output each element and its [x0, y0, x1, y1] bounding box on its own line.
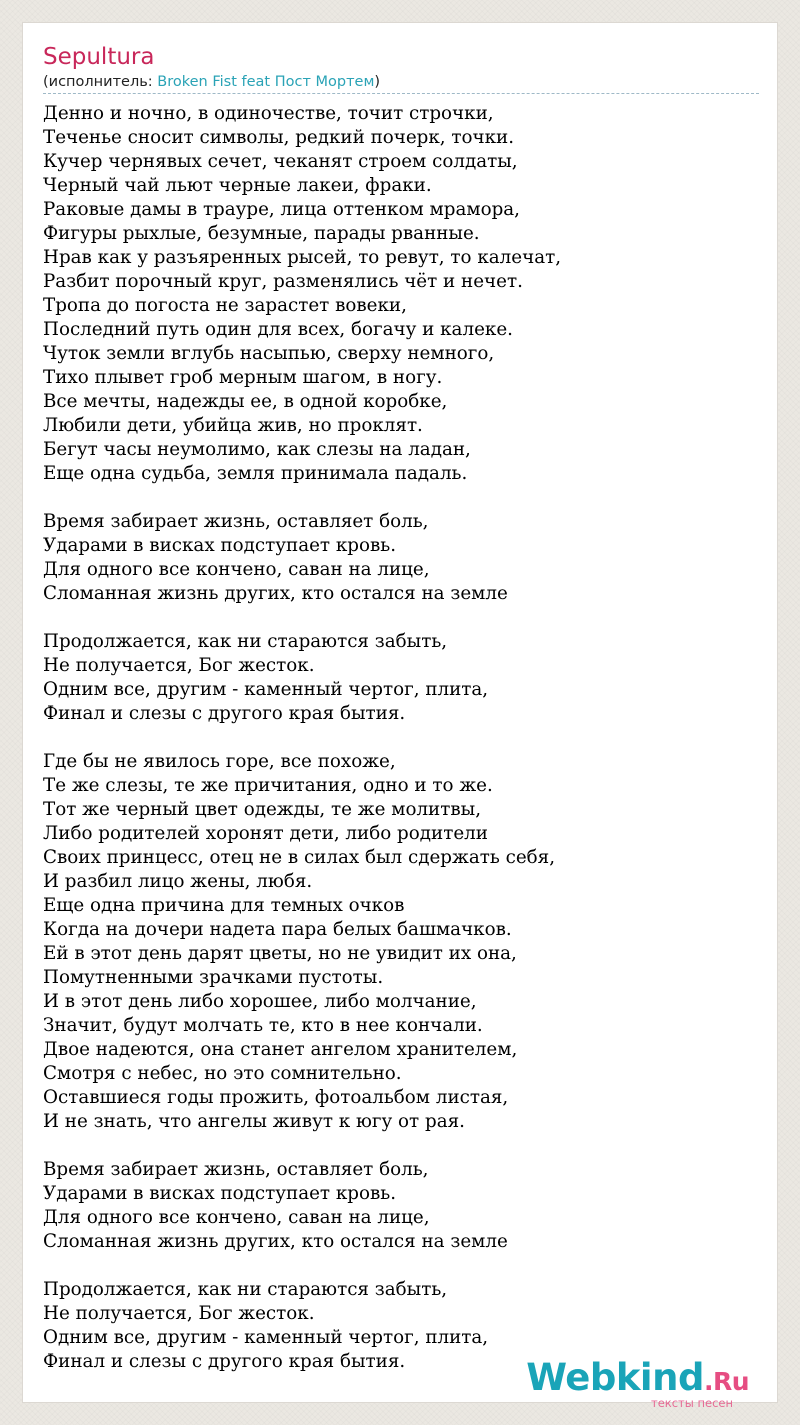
- lyric-line: Время забирает жизнь, оставляет боль,: [43, 1159, 429, 1180]
- lyric-line: Либо родителей хоронят дети, либо родители: [43, 823, 488, 844]
- logo-tagline: тексты песен: [651, 1396, 733, 1410]
- artist-link[interactable]: Broken Fist feat Пост Мортем: [157, 74, 375, 90]
- artist-prefix: (исполнитель:: [43, 74, 158, 90]
- lyric-line: Не получается, Бог жесток.: [43, 1303, 315, 1324]
- song-title: Sepultura: [43, 44, 155, 70]
- lyric-line: Продолжается, как ни стараются забыть,: [43, 631, 448, 652]
- lyric-line: И в этот день либо хорошее, либо молчание,: [43, 991, 477, 1012]
- lyric-line: Сломанная жизнь других, кто остался на земле: [43, 1231, 508, 1252]
- lyric-line: Для одного все кончено, саван на лице,: [43, 559, 430, 580]
- logo-brand: Webkind: [526, 1356, 704, 1399]
- lyric-line: Одним все, другим - каменный чертог, плита,: [43, 1327, 489, 1348]
- lyric-line: Финал и слезы с другого края бытия.: [43, 1351, 406, 1372]
- lyric-line: Последний путь один для всех, богачу и калеке.: [43, 319, 513, 340]
- lyric-line: Для одного все кончено, саван на лице,: [43, 1207, 430, 1228]
- lyrics-stanza: [43, 750, 759, 1134]
- lyric-line: Бегут часы неумолимо, как слезы на ладан,: [43, 439, 471, 460]
- lyrics-card: [22, 22, 778, 1410]
- lyrics-stanza: [43, 510, 759, 606]
- lyric-line: Когда на дочери надета пара белых башмачков.: [43, 919, 512, 940]
- artist-suffix: ): [374, 74, 381, 90]
- lyric-line: Кучер чернявых сечет, чеканят строем солдаты,: [43, 151, 518, 172]
- lyric-line: Одним все, другим - каменный чертог, плита,: [43, 679, 489, 700]
- lyric-line: Продолжается, как ни стараются забыть,: [43, 1279, 448, 1300]
- artist-line: [43, 73, 759, 91]
- lyric-line: Где бы не явилось горе, все похоже,: [43, 751, 396, 772]
- lyric-line: Ударами в висках подступает кровь.: [43, 535, 397, 556]
- lyric-line: Еще одна причина для темных очков: [43, 895, 405, 916]
- lyric-line: Время забирает жизнь, оставляет боль,: [43, 511, 429, 532]
- lyric-line: Теченье сносит символы, редкий почерк, точки.: [43, 127, 515, 148]
- lyric-line: Те же слезы, те же причитания, одно и то же.: [43, 775, 493, 796]
- lyric-line: Финал и слезы с другого края бытия.: [43, 703, 406, 724]
- lyrics-stanza: [43, 630, 759, 726]
- lyric-line: Денно и ночно, в одиночестве, точит строчки,: [43, 103, 494, 124]
- lyric-line: Чуток земли вглубь насыпью, сверху немного,: [43, 343, 495, 364]
- lyric-line: Раковые дамы в трауре, лица оттенком мрамора,: [43, 199, 520, 220]
- lyric-line: Помутненными зрачками пустоты.: [43, 967, 384, 988]
- lyric-line: Тропа до погоста не зарастет вовеки,: [43, 295, 407, 316]
- lyric-line: Оставшиеся годы прожить, фотоальбом листая,: [43, 1087, 509, 1108]
- lyric-line: Тихо плывет гроб мерным шагом, в ногу.: [43, 367, 443, 388]
- webkind-watermark: [526, 1356, 749, 1410]
- lyrics-stanza: [43, 102, 759, 486]
- lyric-line: Еще одна судьба, земля принимала падаль.: [43, 463, 468, 484]
- lyric-line: Сломанная жизнь других, кто остался на земле: [43, 583, 508, 604]
- lyric-line: Смотря с небес, но это сомнительно.: [43, 1063, 402, 1084]
- lyric-line: Значит, будут молчать те, кто в нее кончали.: [43, 1015, 483, 1036]
- lyric-line: И не знать, что ангелы живут к югу от рая.: [43, 1111, 465, 1132]
- lyric-line: Ей в этот день дарят цветы, но не увидит их она,: [43, 943, 517, 964]
- song-header: [43, 41, 759, 94]
- lyrics-body: [43, 102, 759, 1398]
- lyric-line: Двое надеются, она станет ангелом хранителем,: [43, 1039, 518, 1060]
- lyric-line: Нрав как у разъяренных рысей, то ревут, то калечат,: [43, 247, 562, 268]
- lyric-line: Своих принцесс, отец не в силах был сдержать себя,: [43, 847, 555, 868]
- lyric-line: Любили дети, убийца жив, но проклят.: [43, 415, 423, 436]
- lyric-line: Черный чай льют черные лакеи, фраки.: [43, 175, 432, 196]
- lyric-line: Ударами в висках подступает кровь.: [43, 1183, 397, 1204]
- lyric-line: И разбил лицо жены, любя.: [43, 871, 313, 892]
- lyric-line: Не получается, Бог жесток.: [43, 655, 315, 676]
- lyric-line: Разбит порочный круг, разменялись чёт и нечет.: [43, 271, 523, 292]
- lyric-line: Тот же черный цвет одежды, те же молитвы,: [43, 799, 482, 820]
- lyric-line: Фигуры рыхлые, безумные, парады рванные.: [43, 223, 480, 244]
- lyrics-stanza: [43, 1158, 759, 1254]
- webkind-logo: [526, 1356, 749, 1401]
- lyric-line: Все мечты, надежды ее, в одной коробке,: [43, 391, 448, 412]
- logo-tld: .Ru: [703, 1367, 749, 1396]
